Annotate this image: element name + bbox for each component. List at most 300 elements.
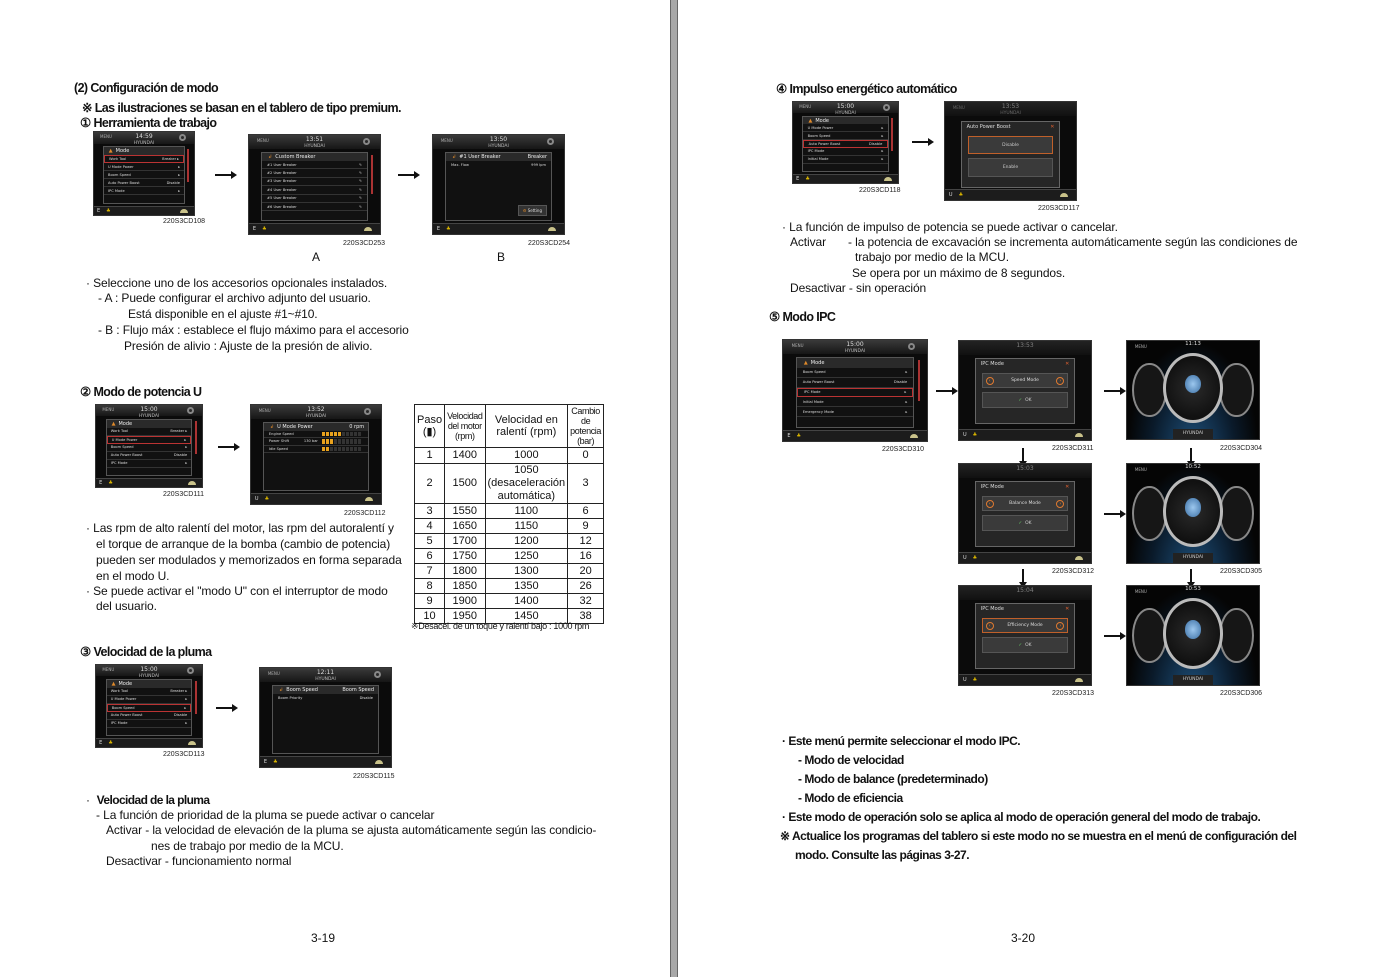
element [305, 669, 347, 683]
arrow-down-icon [1022, 448, 1024, 462]
element [783, 430, 927, 441]
text: 15:04 [1016, 586, 1034, 594]
gear-icon [363, 138, 370, 145]
text: Max. Flow [451, 162, 469, 167]
text: U [254, 496, 259, 503]
boom-sub-heading: · Velocidad de la pluma [86, 793, 210, 807]
element [976, 604, 1074, 614]
clock [128, 133, 160, 147]
element [268, 154, 315, 160]
bullet: nes de trabajo por medio de la MCU. [151, 839, 344, 853]
text: E [263, 759, 268, 766]
bullet: Presión de alivio : Ajuste de la presión de alivio. [124, 339, 373, 353]
element: ↲ [452, 153, 457, 160]
figure-id: 220S3CD306 [1220, 690, 1263, 697]
arrow-down-icon [1190, 448, 1192, 462]
element [415, 405, 604, 624]
text: 1900 [445, 594, 485, 609]
label-a: A [312, 250, 320, 264]
text: 26 [568, 579, 604, 594]
text: Disable [166, 180, 180, 185]
engine-speed-bars [322, 432, 361, 436]
text: MENU [102, 407, 115, 413]
screen-ipc-speed-311 [958, 340, 1092, 441]
text: 3 [568, 464, 604, 504]
element [107, 428, 192, 436]
text: #3 User Breaker [267, 179, 297, 184]
text: ▸ [881, 157, 884, 162]
edit-icon: ✎ [358, 171, 362, 175]
text: IPC Mode [807, 149, 825, 154]
text: Breaker [527, 153, 548, 160]
element [1185, 375, 1201, 393]
boom-speed-heading: ③ Velocidad de la pluma [80, 645, 212, 659]
text: U Mode Power [110, 697, 137, 702]
element [262, 153, 367, 161]
text: IPC Mode [803, 390, 821, 395]
edit-icon: ✎ [358, 204, 362, 209]
element [342, 439, 345, 443]
bullet: Activar - la velocidad de elevación de la pluma se ajusta automáticamente según las condicio- [106, 823, 597, 837]
text: U [962, 555, 967, 562]
element [452, 154, 501, 160]
element [112, 681, 132, 687]
table-row [415, 579, 604, 594]
text: HYUNDAI [1000, 110, 1021, 116]
text: ▸ [185, 721, 188, 726]
text: 1 [415, 448, 445, 464]
element [433, 223, 564, 234]
col-ralenti: Velocidad en ralentí (rpm) [485, 405, 568, 448]
element [96, 478, 202, 487]
screen-auto-power-boost-117 [944, 101, 1077, 201]
figure-id: 220S3CD117 [1038, 205, 1080, 212]
text: #5 User Breaker [267, 196, 297, 201]
text: Idle Speed [268, 446, 288, 451]
element [295, 406, 337, 420]
figure-id: 220S3CD115 [353, 773, 395, 780]
row-auto-power [104, 179, 184, 187]
screen-mode-menu-111 [95, 404, 203, 488]
check-icon: ✓ [1018, 520, 1023, 526]
text: ▸ [904, 390, 907, 395]
element [982, 373, 1069, 388]
element [188, 481, 196, 485]
text: MENU [440, 137, 453, 143]
element [982, 496, 1069, 511]
element [107, 696, 192, 704]
text: IPC Mode [110, 461, 128, 466]
text: 12 [568, 534, 604, 549]
gear-icon [187, 667, 194, 674]
element [1075, 678, 1083, 682]
text: HYUNDAI [844, 349, 866, 354]
bullet: del usuario. [96, 599, 157, 613]
edit-icon: ✎ [358, 187, 362, 192]
text: Disable [173, 453, 188, 458]
element [106, 679, 193, 736]
element [262, 161, 367, 169]
text: MENU [102, 667, 115, 673]
text: Custom Breaker [275, 153, 316, 160]
close-icon: ✕ [1050, 123, 1055, 130]
element [106, 419, 193, 476]
bullet: - Modo de eficiencia [798, 791, 903, 805]
text: E [252, 226, 257, 233]
element [322, 432, 325, 436]
chevron-right-icon: › [1056, 622, 1064, 630]
element [107, 460, 192, 468]
element [976, 359, 1074, 369]
element [322, 447, 325, 451]
element [793, 174, 898, 183]
element [273, 694, 378, 702]
element [354, 439, 357, 443]
text: 1400 [445, 448, 485, 464]
text: #1 User Breaker [459, 153, 501, 160]
element [803, 124, 887, 132]
text: U Mode Power [807, 125, 834, 130]
text: 9 [568, 519, 604, 534]
arrow-icon [1104, 513, 1122, 515]
text: MENU [256, 137, 269, 143]
element [107, 444, 192, 452]
row-work-tool [104, 155, 184, 163]
element [548, 227, 556, 231]
text: OK [1025, 397, 1032, 403]
element [107, 680, 192, 688]
text: 15:03 [1016, 464, 1034, 472]
text: Initial Mode [807, 157, 829, 162]
text: 1100 [485, 504, 568, 519]
element [803, 132, 887, 140]
text: IPC Mode [108, 188, 125, 193]
figure-id: 220S3CD305 [1220, 568, 1263, 575]
text: Balance Mode [1009, 501, 1041, 507]
page-divider [670, 0, 678, 977]
bullet: Está disponible en el ajuste #1~#10. [128, 307, 318, 321]
element [1185, 498, 1201, 516]
bullet: · Este modo de operación solo se aplica al modo de operación general del modo de trabajo. [782, 810, 1261, 824]
text: Work Tool [109, 156, 127, 161]
text: HYUNDAI [1173, 675, 1213, 685]
page-number: 3-20 [1011, 931, 1036, 945]
element [262, 203, 367, 211]
text: HYUNDAI [1173, 429, 1213, 439]
bullet: ※ Actualice los programas del tablero si este modo no se muestra en el menú de configuración del [780, 829, 1297, 843]
element [959, 674, 1091, 685]
text: 13:51 [305, 135, 324, 143]
text: 6 [415, 549, 445, 564]
text: HYUNDAI [138, 413, 160, 419]
text: MENU [791, 343, 804, 349]
text: 999 lpm [531, 162, 546, 167]
element [107, 720, 192, 728]
table-row [415, 448, 604, 464]
element [334, 439, 337, 443]
text: 1050 (desaceleración automática) [485, 464, 568, 504]
text: #4 User Breaker [267, 187, 297, 192]
text: 38 [568, 609, 604, 624]
element [330, 447, 333, 451]
element: ♣ [972, 555, 978, 562]
text: U Mode Power [277, 423, 313, 430]
text: 15:00 [836, 102, 855, 110]
element [195, 681, 197, 714]
element: ♣ [264, 496, 270, 503]
text: ▸ [184, 437, 187, 442]
text: 130 bar [303, 439, 318, 444]
text: 1150 [485, 519, 568, 534]
text: Disable [1002, 142, 1019, 148]
auto-power-boost-dialog [961, 121, 1061, 189]
element [445, 152, 552, 221]
row-ipc [104, 187, 184, 195]
gear-icon [547, 138, 554, 145]
element [1185, 620, 1201, 638]
machine-icon [180, 209, 188, 213]
element: ▲ [111, 680, 116, 687]
element [375, 760, 383, 764]
text: Disable [893, 380, 908, 385]
text: 9 [415, 594, 445, 609]
element [808, 118, 828, 124]
element [334, 432, 337, 436]
element [990, 103, 1032, 117]
text: 1550 [445, 504, 485, 519]
element [350, 432, 353, 436]
text: 1450 [485, 609, 568, 624]
element [330, 432, 333, 436]
text: Auto Power Boost [110, 713, 143, 718]
text: 15:00 [140, 405, 158, 413]
chevron-left-icon: ‹ [986, 500, 994, 508]
eco-icon: ♣ [106, 207, 111, 214]
element [891, 118, 893, 150]
screen-boom-speed-115 [259, 667, 392, 768]
text: 12:11 [316, 668, 335, 676]
text: Setting [527, 208, 543, 214]
premium-note: ※ Las ilustraciones se basan en el tablero de tipo premium. [82, 101, 401, 115]
bullet: · Seleccione uno de los accesorios opcionales instalados. [86, 276, 388, 290]
element [804, 360, 824, 366]
screen-gauge-306 [1126, 585, 1260, 686]
text: 1000 [485, 448, 568, 464]
text: 13:53 [1016, 341, 1034, 349]
screen-mode-menu-108 [93, 131, 195, 216]
label-b: B [497, 250, 505, 264]
element [1219, 363, 1253, 418]
element [338, 447, 341, 451]
time: 14:59 [135, 132, 153, 140]
section-title: (2) Configuración de modo [74, 81, 219, 95]
element [1132, 363, 1166, 418]
text: MENU [1134, 466, 1147, 472]
text: Emergency Mode [802, 409, 834, 414]
element: ♣ [273, 759, 278, 766]
element [187, 149, 189, 182]
text: ▸ [905, 370, 908, 375]
element: ↲ [279, 686, 284, 693]
text: U [962, 432, 967, 439]
text: Engine Speed [268, 432, 294, 437]
element [959, 552, 1091, 563]
element [261, 152, 368, 221]
element [350, 447, 353, 451]
element: ♣ [262, 226, 267, 233]
element: ♣ [958, 192, 964, 199]
element [982, 515, 1069, 530]
text: ▸ [178, 172, 180, 177]
element [358, 432, 361, 436]
text: Disable [359, 695, 373, 700]
element [358, 439, 361, 443]
text: HYUNDAI [315, 676, 336, 682]
text: 5 [415, 534, 445, 549]
text: Work Tool [110, 429, 128, 434]
text: 13:53 [1001, 102, 1020, 110]
element [797, 388, 913, 398]
text: 13:52 [307, 405, 325, 413]
element [797, 397, 913, 407]
element [94, 206, 194, 215]
element [262, 178, 367, 186]
close-icon: ✕ [1065, 605, 1070, 612]
text: 10 [415, 609, 445, 624]
element [803, 140, 887, 148]
text: Boom Speed [108, 172, 131, 177]
edit-icon: ✎ [358, 196, 362, 201]
text: 1500 [445, 464, 485, 504]
screen-gauge-304 [1126, 340, 1260, 440]
power-shift-bars [322, 439, 361, 443]
arrow-down-icon [1022, 569, 1024, 583]
bullet: · Este menú permite seleccionar el modo IPC. [782, 734, 1021, 748]
mode-letter: E [97, 207, 101, 214]
element [338, 439, 341, 443]
element [975, 603, 1075, 669]
element: ▲ [808, 117, 813, 124]
arrow-icon [1104, 390, 1122, 392]
text: MENU [799, 104, 812, 110]
text: 20 [568, 564, 604, 579]
chevron-left-icon: ‹ [986, 622, 994, 630]
arrow-icon [936, 390, 954, 392]
text: IPC Mode [110, 721, 128, 726]
element [945, 189, 1076, 200]
element: ♣ [108, 739, 113, 746]
element [272, 685, 379, 754]
text: Breaker ▸ [162, 156, 179, 161]
element [112, 421, 132, 427]
element [188, 741, 196, 745]
element [132, 406, 166, 420]
idle-speed-bars [322, 447, 361, 451]
text: HYUNDAI [488, 143, 509, 149]
text: U Mode Power [108, 164, 134, 169]
element [294, 136, 336, 150]
close-icon: ✕ [1065, 483, 1070, 490]
text: Breaker ▸ [170, 689, 188, 694]
edit-icon: ✎ [358, 162, 362, 167]
element [364, 227, 372, 231]
element [796, 357, 914, 428]
text: E [436, 226, 441, 233]
text: 1800 [445, 564, 485, 579]
col-paso: Paso (▮) [415, 405, 445, 448]
text: #1 User Breaker [267, 162, 297, 167]
element [1163, 598, 1224, 669]
element [260, 756, 391, 767]
text: 1400 [485, 594, 568, 609]
figure-id: 220S3CD312 [1052, 568, 1095, 575]
bullet: en el modo U. [96, 569, 170, 583]
element [1163, 476, 1224, 547]
screen-mode-menu-118 [792, 101, 899, 184]
text: Boom Speed [111, 705, 135, 710]
screen-u-mode-power-112 [250, 404, 382, 505]
text: OK [1025, 520, 1032, 526]
text: HYUNDAI [305, 413, 327, 419]
screen-ipc-efficiency-313 [958, 585, 1092, 686]
text: IPC Mode [980, 605, 1004, 612]
element [263, 422, 370, 491]
element [354, 447, 357, 451]
gear-icon [374, 671, 381, 678]
element [797, 407, 913, 417]
element [107, 436, 192, 444]
element [1132, 486, 1166, 541]
text: Mode [118, 680, 133, 687]
check-icon: ✓ [1018, 642, 1023, 648]
text: 1250 [485, 549, 568, 564]
element [358, 447, 361, 451]
text: MENU [952, 104, 965, 110]
text: ▸ [905, 399, 908, 404]
element [962, 122, 1060, 133]
element [264, 431, 369, 438]
text: Mode [118, 420, 133, 427]
text: 1650 [445, 519, 485, 534]
bullet: trabajo por medio de la MCU. [855, 250, 1009, 264]
element: ↲ [269, 423, 275, 430]
arrow-icon [216, 707, 234, 709]
element [342, 432, 345, 436]
element [365, 497, 373, 501]
mode-panel [103, 146, 185, 204]
screen-custom-breaker-253 [248, 134, 381, 235]
element [959, 429, 1091, 440]
bullet: - Modo de velocidad [798, 753, 904, 767]
screen-gauge-305 [1126, 463, 1260, 564]
element [803, 156, 887, 164]
element [346, 447, 349, 451]
text: 2 [415, 464, 445, 504]
figure-id: 220S3CD311 [1052, 445, 1094, 452]
text: 1200 [485, 534, 568, 549]
figure-id: 220S3CD118 [859, 187, 901, 194]
chevron-left-icon: ‹ [986, 377, 994, 385]
table-row [415, 464, 604, 504]
bullet: Se opera por un máximo de 8 segundos. [852, 266, 1066, 280]
arrow-icon [1104, 635, 1122, 637]
figure-id: 220S3CD112 [344, 510, 386, 517]
bullet: modo. Consulte las páginas 3-27. [795, 848, 970, 862]
back-icon: ↲ [268, 153, 273, 160]
element [797, 378, 913, 388]
table-row [415, 549, 604, 564]
work-tool-heading: ① Herramienta de trabajo [80, 116, 217, 130]
